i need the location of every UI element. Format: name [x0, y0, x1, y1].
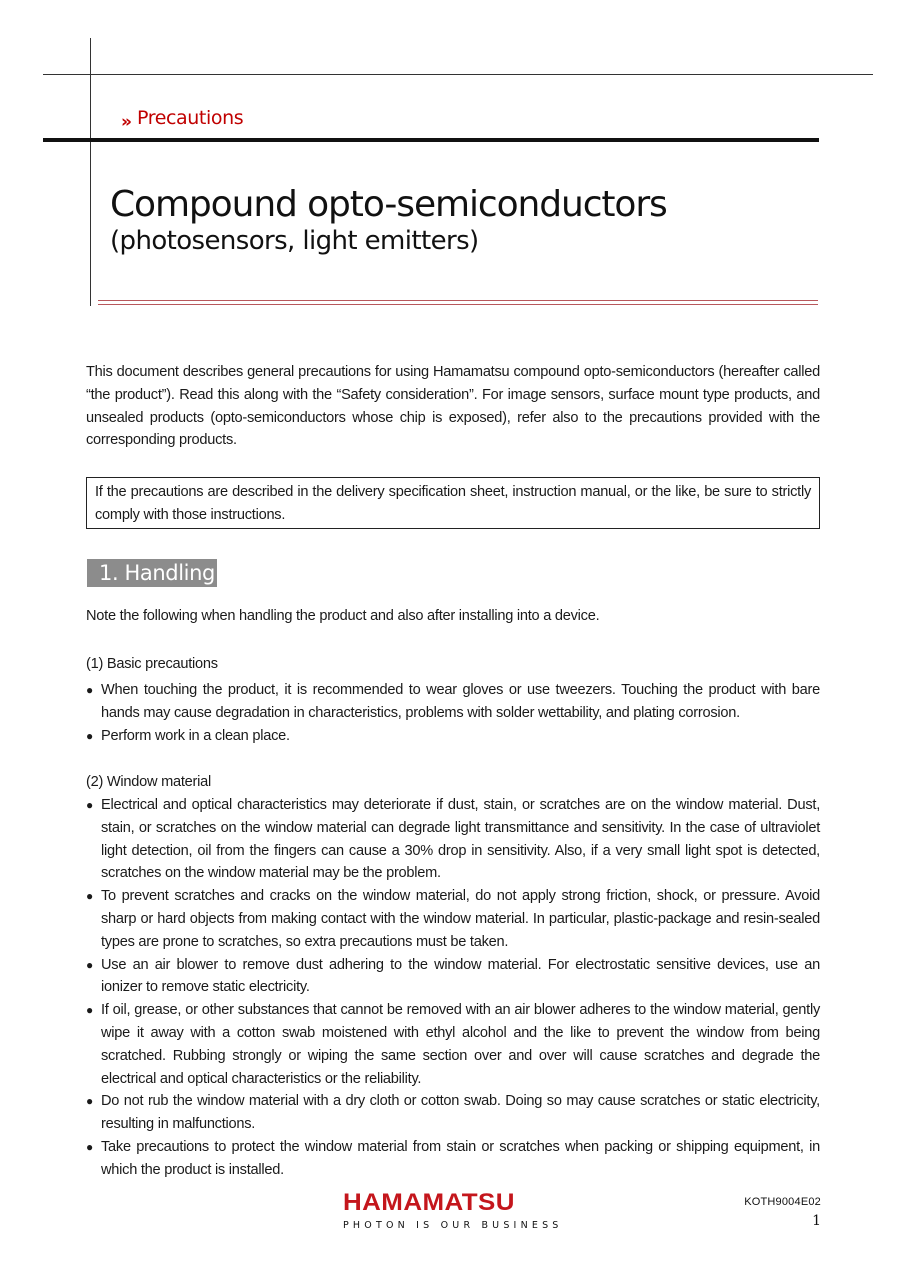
window-material-list — [86, 794, 820, 1182]
bullet-icon: ● — [86, 683, 93, 697]
list-item-text: If oil, grease, or other substances that cannot be removed with an air blower adheres to the window material, gently wipe it away with a cotton swab moistened with ethyl alcohol and the like to prevent the window from being scratched. Rubbing strongly or wiping the same section over and over will cause scratches and degrade the electrical and optical characteristics or the reliability. — [101, 1002, 820, 1087]
hamamatsu-logo — [343, 1189, 566, 1231]
list-item — [86, 679, 820, 725]
bullet-icon: ● — [86, 1003, 93, 1018]
list-item-text: Do not rub the window material with a dry cloth or cotton swab. Doing so may cause scratches or static electricity, resulting in malfunctions. — [101, 1093, 820, 1133]
list-item-text: Electrical and optical characteristics may deteriorate if dust, stain, or scratches are on the window material. Dust, stain, or scratches on the window material can degrade light transmittance and sensitivity. In the case of ultraviolet light detection, oil from the fingers can cause a 30% drop in sensitivity. Also, if a very small light spot is detected, scratches on the window material may be the problem. — [101, 797, 820, 882]
document-code: KOTH9004E02 — [744, 1196, 821, 1208]
bullet-icon: ● — [86, 889, 93, 904]
list-item — [86, 725, 820, 748]
double-chevron-icon: » — [121, 112, 130, 132]
bullet-icon: ● — [86, 1094, 93, 1109]
list-item — [86, 1136, 820, 1182]
section-heading-handling: 1. Handling — [87, 559, 217, 587]
header-thick-rule — [43, 138, 819, 142]
logo-wordmark: HAMAMATSU — [343, 1189, 515, 1216]
section-tag-label: Precautions — [136, 107, 244, 129]
list-item — [86, 794, 820, 885]
subheading-basic-precautions: (1) Basic precautions — [86, 656, 218, 672]
bullet-icon: ● — [86, 957, 93, 972]
page-number: 1 — [812, 1213, 821, 1229]
bullet-icon: ● — [86, 798, 93, 812]
list-item — [86, 1090, 820, 1136]
title-underline-rule — [98, 300, 818, 301]
list-item-text: Perform work in a clean place. — [101, 727, 290, 744]
list-item-text: Take precautions to protect the window material from stain or scratches when packing or shipping equipment, in which the product is installed. — [101, 1138, 820, 1178]
title-underline-rule-2 — [98, 304, 818, 305]
bullet-icon: ● — [86, 1139, 93, 1154]
intro-paragraph: This document describes general precautions for using Hamamatsu compound opto-semiconductors (hereafter called “the product”). Read this along with the “Safety consideration”. For image sensors, surface mount type products, and unsealed products (opto-semiconductors whose chip is exposed), refer also to the precautions provided with the corresponding products. — [86, 364, 820, 449]
list-item-text: Use an air blower to remove dust adhering to the window material. For electrostatic sensitive devices, use an ionizer to remove static electricity. — [101, 956, 820, 996]
section-lead: Note the following when handling the product and also after installing into a device. — [86, 608, 600, 624]
page-title: Compound opto-semiconductors — [110, 184, 667, 225]
section-tag — [121, 107, 244, 132]
list-item — [86, 885, 820, 953]
header-vertical-rule — [90, 38, 91, 306]
notice-box: If the precautions are described in the delivery specification sheet, instruction manual, or the like, be sure to strictly comply with those instructions. — [86, 477, 820, 529]
page-subtitle: (photosensors, light emitters) — [110, 226, 479, 256]
list-item — [86, 954, 820, 1000]
basic-precautions-list — [86, 679, 820, 747]
list-item — [86, 999, 820, 1090]
bullet-icon: ● — [86, 728, 93, 743]
list-item-text: When touching the product, it is recommended to wear gloves or use tweezers. Touching the product with bare hands may cause degradation in characteristics, problems with solder wettability, and plating corrosion. — [101, 682, 820, 721]
logo-tagline: PHOTON IS OUR BUSINESS — [343, 1220, 563, 1231]
list-item-text: To prevent scratches and cracks on the window material, do not apply strong friction, shock, or pressure. Avoid sharp or hard objects from making contact with the window material. In particular, plastic-package and resin-sealed types are prone to scratches, so extra precautions must be taken. — [101, 888, 820, 950]
header-top-rule — [43, 74, 873, 75]
subheading-window-material: (2) Window material — [86, 774, 212, 790]
